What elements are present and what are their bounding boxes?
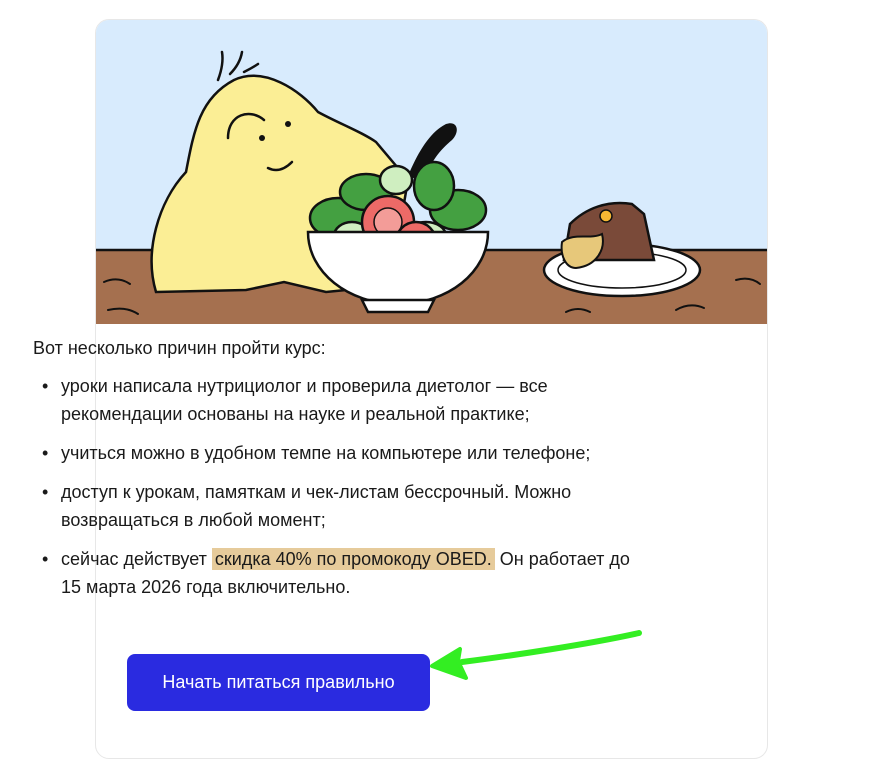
bullet-icon: • — [42, 443, 49, 463]
list-item — [33, 545, 648, 601]
reason-text-end: Он работает до 15 марта 2026 года включительно. — [61, 549, 630, 597]
green-arrow-icon — [430, 630, 645, 685]
start-eating-right-button[interactable]: Начать питаться правильно — [127, 654, 430, 711]
reason-text-start: сейчас действует — [61, 549, 207, 569]
intro-text: Вот несколько причин пройти курс: — [33, 338, 326, 358]
bullet-icon: • — [42, 549, 49, 569]
list-item — [33, 439, 648, 467]
list-item — [33, 478, 648, 534]
bullet-icon: • — [42, 482, 49, 502]
bullet-icon: • — [42, 376, 49, 396]
email-body — [33, 334, 648, 612]
promo-highlight: скидка 40% по промокоду OBED. — [212, 548, 495, 570]
list-item — [33, 372, 648, 428]
reason-text: доступ к урокам, памяткам и чек-листам бессрочный. Можно возвращаться в любой момент; — [61, 482, 572, 530]
reason-text: уроки написала нутрициолог и проверила диетолог — все рекомендации основаны на науке и реальной практике; — [61, 376, 548, 424]
reasons-list — [33, 372, 648, 601]
salad-illustration — [96, 20, 768, 324]
reason-text: учиться можно в удобном темпе на компьютере или телефоне; — [61, 443, 591, 463]
